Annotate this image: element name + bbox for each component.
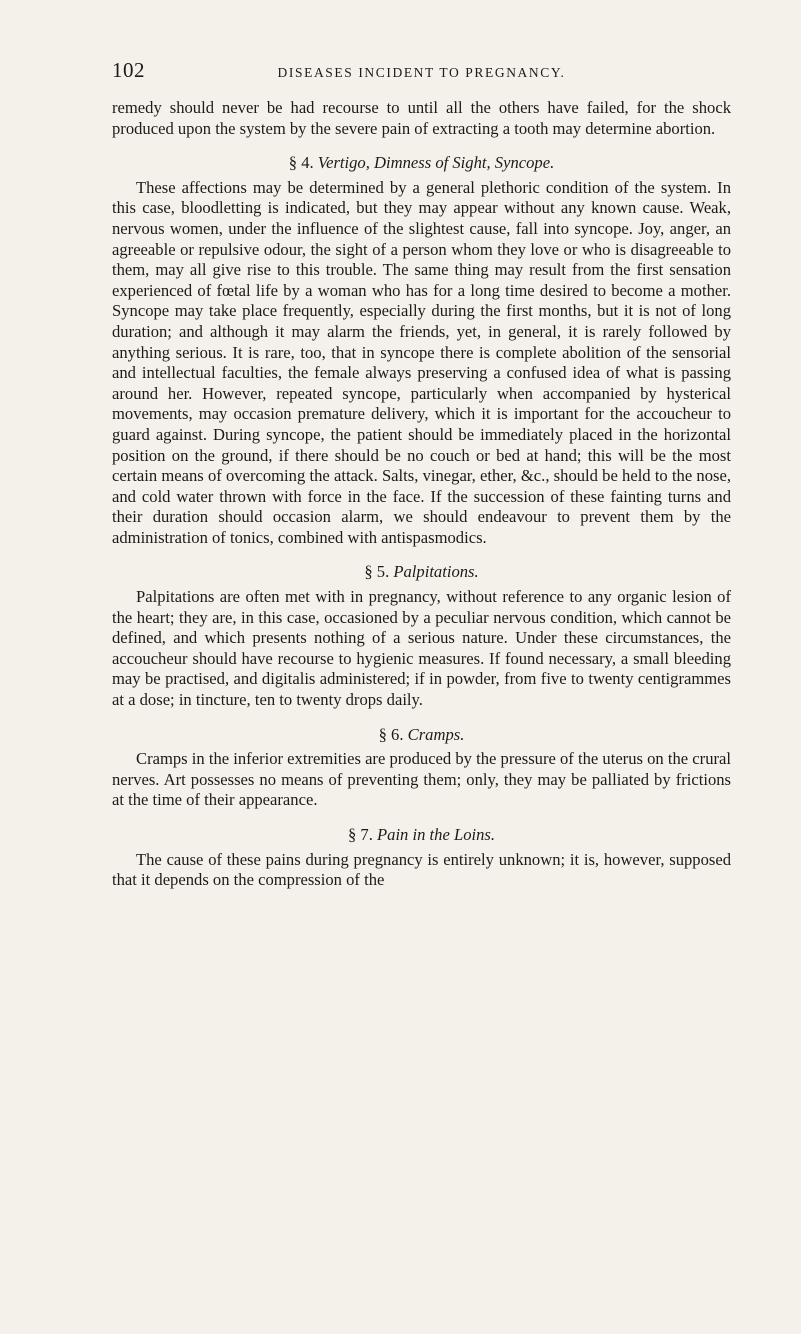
section-title: Cramps. xyxy=(407,724,465,744)
section-number: § 6. xyxy=(378,724,404,744)
section-cramps xyxy=(112,725,731,811)
running-head xyxy=(112,58,731,82)
section-number: § 7. xyxy=(347,825,373,844)
section-number: § 4. xyxy=(288,153,314,173)
section-palpitations xyxy=(112,562,731,710)
section-heading xyxy=(112,562,731,583)
intro-paragraph: remedy should never be had recourse to until all the others have failed, for the shock produced upon the system by the severe pain of extracting a tooth may determine abortion. xyxy=(112,98,731,138)
section-paragraph: Cramps in the inferior extremities are produced by the pressure of the uterus on the crural nerves. Art possesses no means of preventing them; only, they may be palliated by frictions at the time of their appearance. xyxy=(112,749,731,810)
section-number: § 5. xyxy=(364,562,390,582)
section-paragraph: These affections may be determined by a general plethoric condition of the system. In this case, bloodletting is indicated, but they may appear without any known cause. Weak, nervous women, under the influence of the slightest cause, fall into syncope. Joy, anger, an agreeable or repulsive odour, the sight of a person whom they love or who is disagreeable to them, may all give rise to this trouble. The same thing may result from the first sensation experienced of fœtal life by a woman who has for a long time desired to become a mother. Syncope may take place frequently, especially during the first months, but it is not of long duration; and although it may alarm the friends, yet, in general, it is rarely followed by anything serious. It is rare, too, that in syncope there is complete abolition of the sensorial and intellectual faculties, the female always preserving a confused idea of what is passing around her. However, repeated syncope, particularly when accompanied by hysterical movements, may occasion premature delivery, which it is important for the accoucheur to guard against. During syncope, the patient should be immediately placed in the horizontal position on the ground, if there should be no couch or bed at hand; this will be the most certain means of overcoming the attack. Salts, vinegar, ether, &c., should be held to the nose, and cold water thrown with force in the face. If the succession of these fainting turns and their duration should occasion alarm, we should endeavour to prevent them by the administration of tonics, combined with antispasmodics. xyxy=(112,177,731,547)
section-title: Vertigo, Dimness of Sight, Syncope. xyxy=(317,153,555,173)
section-title: Pain in the Loins. xyxy=(377,825,496,844)
section-title: Palpitations. xyxy=(393,562,479,582)
section-paragraph: Palpitations are often met with in pregnancy, without reference to any organic lesion of the heart; they are, in this case, occasioned by a peculiar nervous condition, which cannot be defined, and which presents nothing of a serious nature. Under these circumstances, the accoucheur should have recourse to hygienic measures. If found necessary, a small bleeding may be practised, and digitalis administered; if in powder, from five to twenty centigrammes at a dose; in tincture, ten to twenty drops daily. xyxy=(112,587,731,710)
section-vertigo xyxy=(112,153,731,548)
section-heading xyxy=(112,725,731,746)
section-paragraph: The cause of these pains during pregnancy is entirely unknown; it is, however, supposed that it depends on the compression of the xyxy=(112,849,731,890)
section-heading xyxy=(112,153,731,174)
running-title: DISEASES INCIDENT TO PREGNANCY. xyxy=(277,65,566,80)
section-heading xyxy=(112,825,731,846)
section-pain-in-loins xyxy=(112,825,731,891)
page-number: 102 xyxy=(112,58,145,82)
